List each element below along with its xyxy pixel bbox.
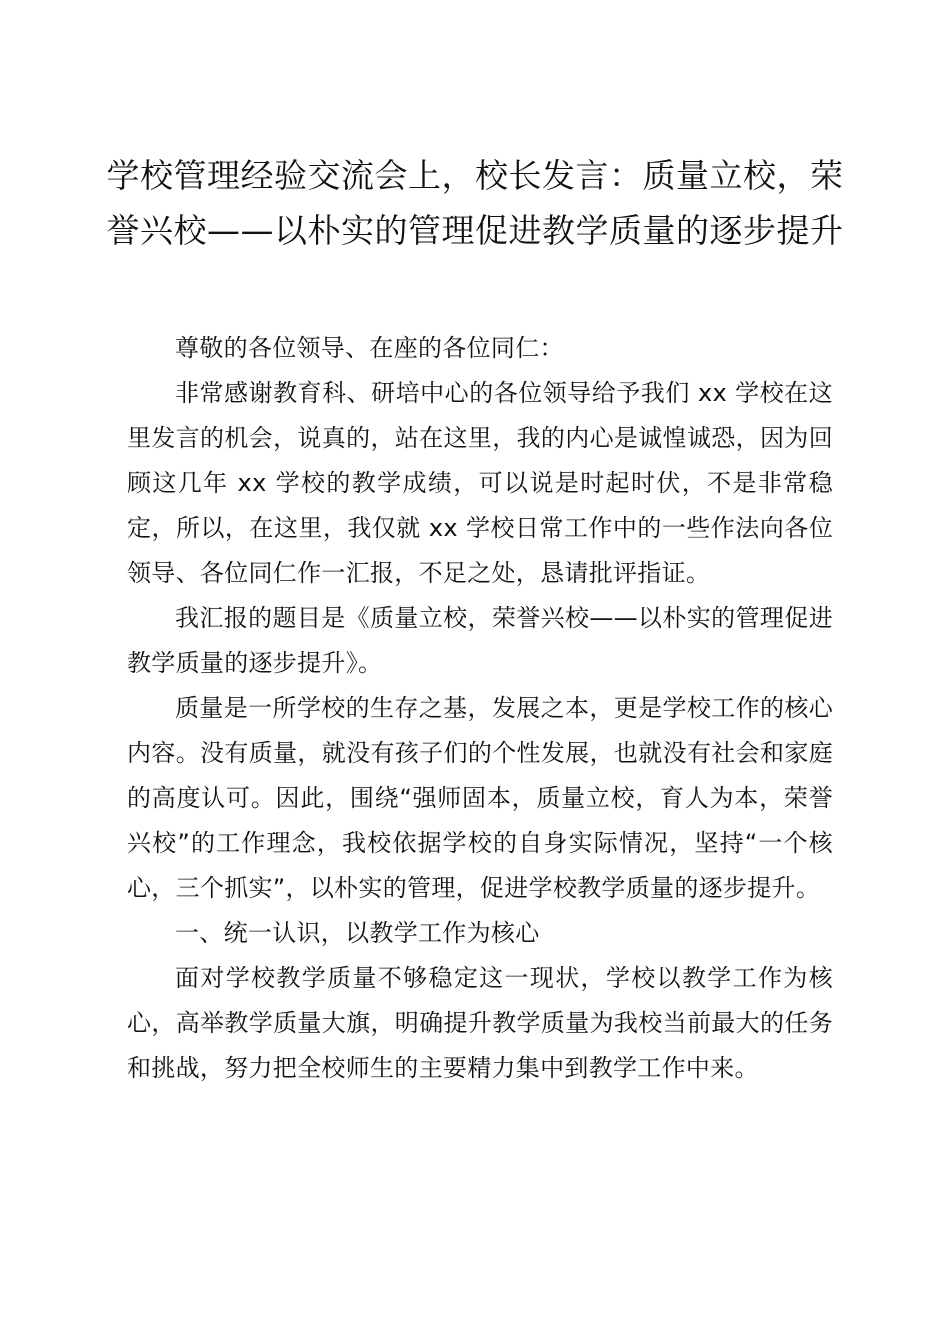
section-heading: 一、统一认识，以教学工作为核心 bbox=[175, 919, 540, 947]
document-body bbox=[127, 326, 833, 1091]
paragraph-topic: 我汇报的题目是《质量立校，荣誉兴校——以朴实的管理促进教学质量的逐步提升》。 bbox=[127, 604, 833, 677]
document-title: 学校管理经验交流会上，校长发言：质量立校，荣誉兴校——以朴实的管理促进教学质量的逐步提升 bbox=[106, 156, 844, 250]
paragraph-intro: 非常感谢教育科、研培中心的各位领导给予我们 xx 学校在这里发言的机会，说真的，站在这里，我的内心是诚惶诚恐，因为回顾这几年 xx 学校的教学成绩，可以说是时起时伏，不是非常稳定，所以，在这里，我仅就 xx 学校日常工作中的一些作法向各位领导、各位同仁作一汇报，不足之处，恳请批评指证。 bbox=[127, 379, 833, 587]
paragraph-quality: 质量是一所学校的生存之基，发展之本，更是学校工作的核心内容。没有质量，就没有孩子们的个性发展，也就没有社会和家庭的高度认可。因此，围绕“强师固本，质量立校，育人为本，荣誉兴校”的工作理念，我校依据学校的自身实际情况，坚持“一个核心，三个抓实”，以朴实的管理，促进学校教学质量的逐步提升。 bbox=[127, 694, 833, 902]
section-paragraph: 面对学校教学质量不够稳定这一现状，学校以教学工作为核心，高举教学质量大旗，明确提升教学质量为我校当前最大的任务和挑战，努力把全校师生的主要精力集中到教学工作中来。 bbox=[127, 964, 833, 1082]
salutation: 尊敬的各位领导、在座的各位同仁： bbox=[175, 334, 564, 362]
